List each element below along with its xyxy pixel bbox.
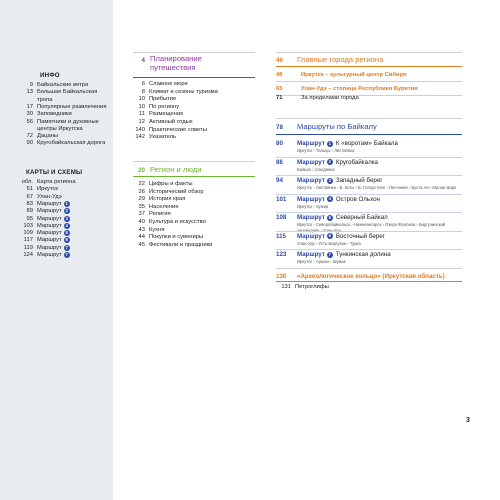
list-item[interactable]: [9, 201, 109, 208]
divider: [276, 52, 462, 53]
item-label: Дацаны: [37, 133, 59, 140]
route-item[interactable]: [276, 233, 462, 240]
divider: [276, 212, 462, 213]
region-underline: [133, 176, 255, 177]
item-label: Заповедники: [37, 111, 72, 118]
route-number-icon: 7: [328, 251, 332, 257]
list-item[interactable]: [133, 211, 253, 218]
list-item[interactable]: [276, 72, 462, 79]
divider: [133, 52, 255, 53]
route-stops: Иркутск › Тальцы › Листвянка: [297, 148, 355, 153]
list-item[interactable]: [133, 96, 253, 103]
cities-num: 46: [276, 57, 283, 64]
page-ref: 30: [26, 111, 33, 118]
item-label: Большая Байкальская: [37, 89, 98, 96]
divider: [276, 157, 462, 158]
page-ref: 10: [138, 96, 145, 103]
page-ref: 117: [23, 237, 33, 244]
page-ref: 45: [138, 241, 145, 248]
route-word: Маршрут: [297, 195, 325, 203]
list-item[interactable]: [133, 219, 253, 226]
list-item[interactable]: [9, 140, 109, 147]
item-label: Иркутск: [37, 186, 58, 193]
region-title: Регион и люди: [150, 165, 202, 174]
list-item[interactable]: [133, 234, 253, 241]
route-number-icon: 7: [65, 252, 68, 257]
route-title: Восточный берег: [335, 232, 385, 240]
item-label: Улан-Удэ: [37, 193, 62, 200]
route-stops: Иркутск › Хужир: [297, 203, 329, 209]
route-item[interactable]: [276, 159, 462, 166]
route-item[interactable]: [276, 214, 462, 221]
list-item[interactable]: [9, 111, 109, 118]
item-label: Фестивали и праздники: [149, 241, 213, 248]
page-ref: 123: [276, 251, 287, 258]
list-item[interactable]: [9, 223, 109, 230]
list-item[interactable]: [9, 230, 109, 237]
info-heading: ИНФО: [40, 72, 60, 79]
route-item[interactable]: [276, 140, 462, 147]
route-number-icon: 3: [65, 215, 68, 221]
route-number-icon: 4: [328, 196, 332, 201]
route-number-icon: 7: [65, 244, 68, 250]
list-item[interactable]: [9, 208, 109, 215]
planning-title-line1: Планирование: [150, 54, 202, 63]
page-ref: 89: [26, 208, 33, 215]
page-ref: 44: [138, 234, 145, 241]
list-item[interactable]: [133, 81, 253, 88]
item-label: Маршрут 7: [37, 252, 68, 258]
item-label: Практические советы: [149, 126, 207, 133]
item-label: Исторический обзор: [149, 188, 204, 195]
page-ref: 56: [26, 118, 33, 125]
route-number-icon: 5: [328, 214, 332, 220]
list-item[interactable]: [133, 181, 253, 188]
item-label: Славное море: [149, 81, 188, 87]
page-ref: 86: [276, 158, 283, 166]
page-ref: 13: [26, 89, 33, 96]
page-ref: 9: [29, 82, 33, 88]
route-number-icon: 5: [65, 230, 68, 236]
planning-title: [150, 55, 202, 72]
divider: [276, 175, 462, 176]
page-ref: 103: [23, 222, 33, 229]
page-ref: 51: [26, 186, 33, 193]
page-ref: 8: [141, 88, 145, 95]
page-ref: 10: [138, 103, 145, 110]
list-item[interactable]: [276, 86, 462, 93]
page-ref: 90: [26, 140, 33, 147]
route-stops: Улан-Удэ › Усть-Баргузин › Турка: [297, 240, 361, 246]
page-ref: 22: [138, 181, 145, 187]
route-item[interactable]: [276, 251, 462, 258]
list-item[interactable]: [133, 111, 253, 118]
maps-heading: КАРТЫ И СХЕМЫ: [26, 169, 83, 176]
item-label: Кругобайкальская дорога: [37, 140, 106, 147]
list-item[interactable]: [133, 119, 253, 126]
divider: [276, 194, 462, 195]
route-word: Маршрут: [297, 232, 325, 240]
page-ref: 67: [26, 193, 33, 200]
list-item[interactable]: [9, 186, 109, 193]
route-number-icon: 6: [65, 237, 68, 243]
list-item[interactable]: [133, 196, 253, 203]
route-item[interactable]: [276, 177, 462, 184]
list-item[interactable]: [9, 119, 109, 126]
route-title: Западный берег: [335, 177, 383, 184]
item-label: Маршрут 3: [37, 215, 68, 222]
planning-num: 4: [141, 57, 145, 64]
divider: [276, 118, 462, 119]
item-label: Прибытие: [149, 96, 177, 103]
item-label: Активный отдых: [149, 119, 193, 125]
item-label: История края: [149, 196, 186, 203]
item-label: Маршрут 7: [37, 244, 68, 251]
item-label: Религия: [149, 211, 171, 218]
page-ref: 131: [281, 284, 291, 290]
item-label: Маршрут 6: [37, 237, 68, 244]
routes-underline: [276, 134, 462, 135]
cities-title: Главные города региона: [297, 55, 384, 64]
list-item[interactable]: [133, 227, 253, 234]
page-ref: 115: [276, 232, 286, 240]
page-ref: 142: [135, 134, 145, 141]
page-ref: 119: [23, 244, 33, 251]
list-item[interactable]: [9, 194, 109, 201]
list-item[interactable]: [9, 245, 109, 252]
page-ref: 109: [23, 230, 33, 237]
list-item[interactable]: [276, 95, 462, 102]
page-ref: 140: [135, 126, 145, 133]
page-ref: 95: [26, 215, 33, 222]
list-item[interactable]: [133, 204, 253, 211]
page-number: 3: [466, 417, 470, 424]
item-label: Климат и сезоны туризма: [149, 88, 218, 95]
item-label: Цифры и факты: [149, 181, 193, 187]
route-title: К «воротам» Байкала: [335, 140, 398, 147]
list-item[interactable]: [133, 127, 253, 134]
page-ref: 72: [26, 133, 33, 140]
route-title: Тункинская долина: [335, 251, 391, 258]
item-label: Покупки и сувениры: [149, 234, 204, 241]
route-word: Маршрут: [297, 177, 325, 184]
page-ref: 124: [23, 252, 33, 258]
page-ref: 43: [138, 226, 145, 233]
page-ref: 80: [276, 140, 283, 147]
route-number-icon: 1: [65, 200, 68, 206]
divider: [276, 268, 462, 269]
page-ref: 11: [138, 111, 145, 118]
route-title: Северный Байкал: [335, 214, 388, 221]
page-ref: 94: [276, 177, 283, 184]
archaeology-title: «Археологическое кольцо» (Иркутская область): [297, 273, 445, 280]
cities-underline: [276, 66, 462, 67]
item-label: тропа: [37, 96, 53, 103]
item-label: Размещение: [149, 111, 184, 118]
archaeology-num: 130: [276, 273, 287, 280]
list-item[interactable]: [133, 134, 253, 141]
page-ref: 108: [276, 214, 287, 221]
divider: [276, 81, 462, 82]
page-ref: 37: [138, 211, 145, 218]
item-label: Иркутск – культурный центр Сибири: [301, 72, 407, 78]
page-ref: 65: [276, 86, 283, 92]
page-ref: 101: [276, 195, 287, 203]
route-word: Маршрут: [297, 214, 325, 221]
page-ref: 40: [138, 219, 145, 225]
item-label: По региону: [149, 103, 180, 110]
page-ref: 35: [138, 203, 145, 210]
divider: [276, 249, 462, 250]
route-stops: Иркутск › Аршан › Шумак: [297, 259, 346, 264]
route-number-icon: 2: [65, 208, 68, 214]
page-ref: 6: [141, 81, 145, 87]
page-ref: 29: [138, 196, 145, 203]
item-label: центры Иркутска: [37, 125, 83, 132]
page-ref: 26: [138, 188, 145, 195]
item-label: За пределами города: [301, 95, 359, 101]
planning-underline: [133, 77, 255, 78]
list-item[interactable]: [9, 126, 109, 133]
list-item[interactable]: [9, 104, 109, 111]
route-number-icon: 1: [328, 140, 332, 146]
list-item[interactable]: [9, 89, 109, 96]
list-item[interactable]: [133, 89, 253, 96]
item-label: Маршрут 1: [37, 200, 68, 207]
region-num: 20: [138, 167, 145, 174]
page-ref: 71: [276, 95, 283, 101]
item-label: Маршрут 5: [37, 230, 68, 237]
item-label: Маршрут 4: [37, 222, 68, 229]
item-label: Байкальские ветра: [37, 82, 89, 88]
route-stops: Иркутск › Листвянка › Б. Коты › Б. Голоустное › Песчаная › Бухта Ая › Малое море: [297, 185, 457, 190]
page-ref: 17: [26, 103, 33, 110]
page-ref: [9, 97, 37, 104]
page-ref: 48: [276, 72, 283, 78]
route-stops: Байкал › Слюдянка: [297, 166, 335, 172]
divider: [133, 161, 255, 162]
routes-num: 78: [276, 124, 283, 131]
route-item[interactable]: [276, 196, 462, 203]
page-ref: обл.: [21, 179, 33, 185]
item-label: Улан-Удэ – столица Республики Бурятия: [301, 86, 418, 92]
page-ref: 12: [138, 119, 145, 125]
page-ref: [9, 126, 37, 133]
item-label: Кухня: [149, 226, 165, 233]
route-title: Остров Ольхон: [335, 195, 380, 203]
item-label: Петроглифы: [295, 284, 329, 290]
route-title: Кругобайкалка: [335, 158, 378, 166]
divider: [276, 231, 462, 232]
list-item[interactable]: [9, 216, 109, 223]
list-item[interactable]: [9, 179, 109, 186]
list-item[interactable]: [133, 242, 253, 249]
item-label: Население: [149, 203, 179, 210]
route-word: Маршрут: [297, 251, 325, 258]
archaeology-underline: [276, 281, 462, 282]
item-label: Указатель: [149, 134, 177, 141]
item-label: Карта региона: [37, 179, 76, 185]
item-label: Маршрут 2: [37, 208, 68, 215]
routes-title: Маршруты по Байкалу: [297, 122, 377, 131]
item-label: Памятники и духовные: [37, 118, 99, 125]
list-item[interactable]: [9, 97, 109, 104]
route-number-icon: 4: [65, 222, 68, 228]
planning-title-line2: путешествия: [150, 62, 196, 72]
route-number-icon: 3: [328, 177, 332, 183]
route-number-icon: 6: [328, 233, 332, 238]
list-item[interactable]: [276, 284, 462, 291]
item-label: Культура и искусство: [149, 219, 206, 225]
route-word: Маршрут: [297, 158, 325, 166]
route-number-icon: 2: [328, 159, 332, 164]
page-ref: 83: [26, 200, 33, 207]
route-word: Маршрут: [297, 140, 325, 147]
list-item[interactable]: [133, 104, 253, 111]
route-stops: Иркутск › Северобайкальск › Нижнеангарск › Озеро Фролиха › Баргузинский: [297, 222, 446, 227]
list-item[interactable]: [133, 189, 253, 196]
list-item[interactable]: [9, 237, 109, 244]
list-item[interactable]: [9, 252, 109, 259]
item-label: Популярные развлечения: [37, 103, 107, 110]
